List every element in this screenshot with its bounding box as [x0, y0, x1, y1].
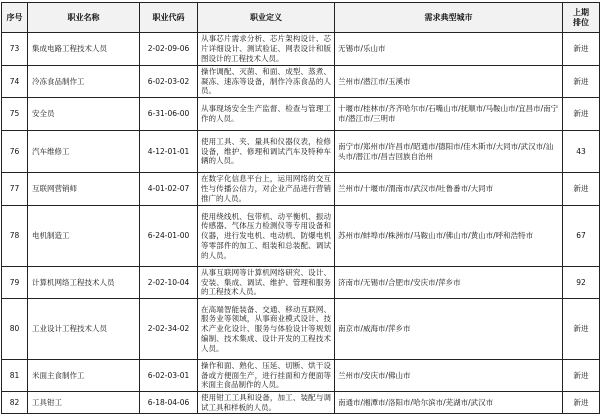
occupation-table	[1, 2, 600, 414]
cell-rank: 67	[563, 206, 600, 267]
cell-name: 米面主食制作工	[28, 360, 140, 392]
cell-name: 工具钳工	[28, 392, 140, 414]
cell-seq: 76	[2, 131, 28, 173]
cell-rank: 新进	[563, 392, 600, 414]
cell-cities: 无锡市/乐山市	[335, 33, 563, 66]
cell-code: 4-01-02-07	[140, 173, 198, 206]
table-row	[2, 33, 600, 66]
cell-rank: 新进	[563, 98, 600, 131]
header-definition: 职业定义	[198, 3, 335, 33]
cell-definition: 在数字化信息平台上，运用网络的交互性与传播公信力，对企业产品进行营销推广的人员。	[198, 173, 335, 206]
cell-code: 2-02-10-04	[140, 267, 198, 299]
cell-seq: 82	[2, 392, 28, 414]
cell-seq: 78	[2, 206, 28, 267]
cell-seq: 81	[2, 360, 28, 392]
table-row	[2, 66, 600, 98]
cell-cities: 南宁市/郑州市/许昌市/昭通市/德阳市/佳木斯市/大同市/武汉市/汕头市/潜江市/昌吉回族自治州	[335, 131, 563, 173]
cell-code: 6-24-01-00	[140, 206, 198, 267]
header-cities: 需求典型城市	[335, 3, 563, 33]
header-name: 职业名称	[28, 3, 140, 33]
table-header	[2, 3, 600, 33]
cell-code: 6-18-04-06	[140, 392, 198, 414]
cell-seq: 74	[2, 66, 28, 98]
cell-name: 汽车维修工	[28, 131, 140, 173]
header-seq: 序号	[2, 3, 28, 33]
cell-definition: 在高端智能装备、交通、移动互联网、服务业等领域，从事商业模式设计、技术产业化设计、服务与体验设计等规划编制、技术集成、设计开发的工程技术人员。	[198, 299, 335, 360]
cell-seq: 80	[2, 299, 28, 360]
cell-cities: 兰州市/安庆市/佛山市	[335, 360, 563, 392]
cell-seq: 73	[2, 33, 28, 66]
header-rank-line1: 上期	[573, 7, 589, 17]
header-code: 职业代码	[140, 3, 198, 33]
cell-code: 6-02-03-01	[140, 360, 198, 392]
cell-definition: 操作和面、熟化、压延、切断、烘干设备或方便面生产，进行挂面和方便面等米面主食品制作的人员。	[198, 360, 335, 392]
cell-cities: 兰州市/潜江市/玉溪市	[335, 66, 563, 98]
cell-rank: 新进	[563, 299, 600, 360]
cell-cities: 十堰市/桂林市/齐齐哈尔市/石嘴山市/抚顺市/马鞍山市/宜昌市/南宁市/潜江市/三明市	[335, 98, 563, 131]
cell-definition: 使用钳工工具和设备，加工、装配与调试工具和样板的人员。	[198, 392, 335, 414]
table-row	[2, 98, 600, 131]
cell-rank: 新进	[563, 33, 600, 66]
cell-seq: 79	[2, 267, 28, 299]
table-row	[2, 267, 600, 299]
table-row	[2, 392, 600, 414]
cell-rank: 新进	[563, 173, 600, 206]
cell-cities: 南京市/威海市/萍乡市	[335, 299, 563, 360]
table-row	[2, 206, 600, 267]
cell-name: 集成电路工程技术人员	[28, 33, 140, 66]
cell-name: 计算机网络工程技术人员	[28, 267, 140, 299]
cell-code: 2-02-34-02	[140, 299, 198, 360]
cell-code: 4-12-01-01	[140, 131, 198, 173]
cell-code: 6-02-03-02	[140, 66, 198, 98]
cell-cities: 济南市/无锡市/合肥市/安庆市/萍乡市	[335, 267, 563, 299]
cell-name: 工业设计工程技术人员	[28, 299, 140, 360]
table-row	[2, 131, 600, 173]
cell-definition: 操作调配、灭菌、和面、成型、蒸煮、凝冻、速冻等设备，制作冷冻食品的人员。	[198, 66, 335, 98]
cell-definition: 使用工具、夹、量具和仪器仪表，检修设备，维护、修理和调试汽车及特种车辆的人员。	[198, 131, 335, 173]
cell-definition: 使用绕线机、包带机、动平衡机、振动传感器、气体压力检测仪等专用设备和仪器，进行发电机、电动机、防爆电机等零部件的加工、组装和总装配、调试的人员。	[198, 206, 335, 267]
cell-cities: 苏州市/蚌埠市/株洲市/马鞍山市/佛山市/黄山市/呼和浩特市	[335, 206, 563, 267]
cell-rank: 92	[563, 267, 600, 299]
cell-rank: 新进	[563, 360, 600, 392]
cell-code: 6-31-06-00	[140, 98, 198, 131]
cell-definition: 从事现场安全生产监督、检查与管理工作的人员。	[198, 98, 335, 131]
cell-cities: 兰州市/十堰市/渭南市/武汉市/吐鲁番市/大同市	[335, 173, 563, 206]
cell-name: 冷冻食品制作工	[28, 66, 140, 98]
cell-definition: 从事互联网等计算机网络研究、设计、安装、集成、调试、维护、管理和服务的工程技术人员。	[198, 267, 335, 299]
cell-name: 安全员	[28, 98, 140, 131]
table-row	[2, 360, 600, 392]
table-body	[2, 33, 600, 414]
header-rank-line2: 排位	[573, 17, 589, 27]
cell-seq: 77	[2, 173, 28, 206]
cell-definition: 从事芯片需求分析、芯片架构设计、芯片详细设计、测试验证、网表设计和版图设计的工程技术人员。	[198, 33, 335, 66]
cell-name: 电机制造工	[28, 206, 140, 267]
cell-seq: 75	[2, 98, 28, 131]
table-row	[2, 173, 600, 206]
cell-rank: 新进	[563, 66, 600, 98]
cell-name: 互联网营销师	[28, 173, 140, 206]
header-row	[2, 3, 600, 33]
header-rank	[563, 3, 600, 33]
cell-code: 2-02-09-06	[140, 33, 198, 66]
cell-rank: 43	[563, 131, 600, 173]
cell-cities: 南通市/湘潭市/洛阳市/哈尔滨市/芜湖市/武汉市	[335, 392, 563, 414]
table-row	[2, 299, 600, 360]
